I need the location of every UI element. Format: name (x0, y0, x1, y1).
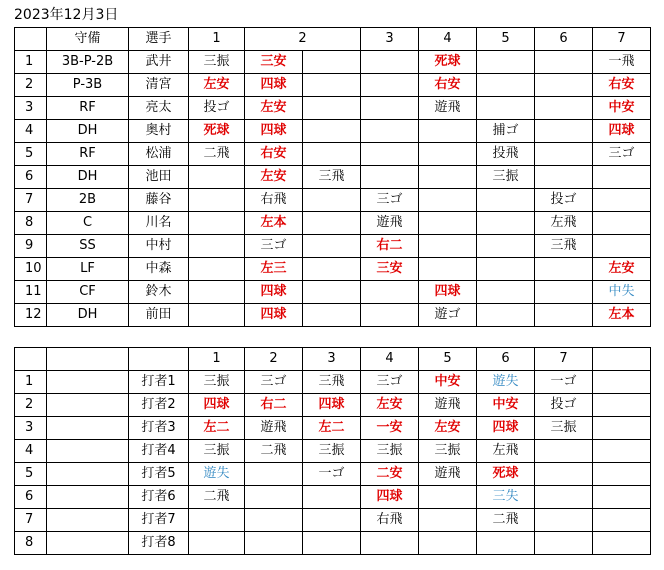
player-name-cell: 前田 (129, 304, 189, 327)
row-number: 11 (15, 281, 47, 304)
at-bat-result-cell (593, 509, 651, 532)
player-name-cell: 松浦 (129, 143, 189, 166)
position-cell: RF (47, 97, 129, 120)
at-bat-result-cell: 三ゴ (361, 371, 419, 394)
at-bat-result-cell: 二飛 (245, 440, 303, 463)
header-cell (129, 348, 189, 371)
position-cell (47, 417, 129, 440)
position-cell: DH (47, 120, 129, 143)
at-bat-result-cell: 左三 (245, 258, 303, 281)
table-row (15, 281, 651, 304)
at-bat-result-cell: 四球 (245, 120, 303, 143)
at-bat-result-cell (303, 120, 361, 143)
at-bat-result-cell (303, 235, 361, 258)
at-bat-result-cell (189, 509, 245, 532)
at-bat-result-cell: 三飛 (303, 371, 361, 394)
at-bat-result-cell: 三ゴ (593, 143, 651, 166)
at-bat-result-cell: 死球 (477, 463, 535, 486)
at-bat-result-cell: 三飛 (303, 166, 361, 189)
player-name-cell: 鈴木 (129, 281, 189, 304)
at-bat-result-cell: 四球 (361, 486, 419, 509)
table-row (15, 304, 651, 327)
position-cell: 2B (47, 189, 129, 212)
at-bat-result-cell (477, 51, 535, 74)
at-bat-result-cell: 三振 (419, 440, 477, 463)
at-bat-result-cell (189, 212, 245, 235)
position-cell: LF (47, 258, 129, 281)
at-bat-result-cell (535, 532, 593, 555)
row-number: 12 (15, 304, 47, 327)
row-number: 4 (15, 120, 47, 143)
at-bat-result-cell (245, 509, 303, 532)
at-bat-result-cell: 一飛 (593, 51, 651, 74)
header-inning-5: 5 (419, 348, 477, 371)
position-cell (47, 509, 129, 532)
at-bat-result-cell (477, 258, 535, 281)
table-header-row (15, 348, 651, 371)
at-bat-result-cell: 右安 (245, 143, 303, 166)
at-bat-result-cell: 遊飛 (419, 463, 477, 486)
at-bat-result-cell: 右飛 (361, 509, 419, 532)
header-inning-1: 1 (189, 348, 245, 371)
table-row (15, 235, 651, 258)
at-bat-result-cell (593, 189, 651, 212)
at-bat-result-cell (419, 189, 477, 212)
table-row (15, 394, 651, 417)
at-bat-result-cell: 四球 (593, 120, 651, 143)
at-bat-result-cell: 右安 (419, 74, 477, 97)
table-row (15, 189, 651, 212)
table-row (15, 532, 651, 555)
table-row (15, 120, 651, 143)
at-bat-result-cell (535, 166, 593, 189)
player-name-cell: 中村 (129, 235, 189, 258)
at-bat-result-cell: 二飛 (189, 143, 245, 166)
at-bat-result-cell (593, 212, 651, 235)
at-bat-result-cell (419, 166, 477, 189)
at-bat-result-cell (303, 212, 361, 235)
at-bat-result-cell: 三振 (189, 371, 245, 394)
at-bat-result-cell: 死球 (189, 120, 245, 143)
at-bat-result-cell: 投ゴ (189, 97, 245, 120)
row-number: 9 (15, 235, 47, 258)
at-bat-result-cell (419, 143, 477, 166)
at-bat-result-cell: 投ゴ (535, 394, 593, 417)
position-cell: SS (47, 235, 129, 258)
at-bat-result-cell (535, 143, 593, 166)
at-bat-result-cell: 三ゴ (361, 189, 419, 212)
player-name-cell: 打者2 (129, 394, 189, 417)
at-bat-result-cell (419, 258, 477, 281)
at-bat-result-cell: 三安 (245, 51, 303, 74)
at-bat-result-cell: 左飛 (535, 212, 593, 235)
row-number: 8 (15, 212, 47, 235)
at-bat-result-cell (593, 486, 651, 509)
at-bat-result-cell: 四球 (245, 74, 303, 97)
at-bat-result-cell (361, 120, 419, 143)
at-bat-result-cell (593, 463, 651, 486)
table-row (15, 417, 651, 440)
page-date: 2023年12月3日 (14, 7, 119, 23)
header-inning-2: 2 (245, 28, 361, 51)
position-cell (47, 532, 129, 555)
at-bat-result-cell: 遊飛 (361, 212, 419, 235)
at-bat-result-cell: 三振 (189, 440, 245, 463)
row-number: 10 (15, 258, 47, 281)
at-bat-result-cell: 左安 (593, 258, 651, 281)
table-row (15, 212, 651, 235)
row-number: 1 (15, 51, 47, 74)
row-number: 2 (15, 74, 47, 97)
at-bat-result-cell: 一安 (361, 417, 419, 440)
at-bat-result-cell: 四球 (245, 304, 303, 327)
at-bat-result-cell (361, 51, 419, 74)
row-number: 8 (15, 532, 47, 555)
at-bat-result-cell (419, 486, 477, 509)
header-inning-3: 3 (303, 348, 361, 371)
table-row (15, 97, 651, 120)
at-bat-result-cell (303, 509, 361, 532)
player-name-cell: 清宮 (129, 74, 189, 97)
at-bat-result-cell (593, 394, 651, 417)
header-inning-3: 3 (361, 28, 419, 51)
at-bat-result-cell: 死球 (419, 51, 477, 74)
position-cell (47, 486, 129, 509)
at-bat-result-cell (535, 97, 593, 120)
header-inning-2: 2 (245, 348, 303, 371)
at-bat-result-cell (593, 166, 651, 189)
at-bat-result-cell (477, 97, 535, 120)
at-bat-result-cell (189, 281, 245, 304)
at-bat-result-cell: 三失 (477, 486, 535, 509)
at-bat-result-cell (535, 120, 593, 143)
player-name-cell: 亮太 (129, 97, 189, 120)
at-bat-result-cell: 右安 (593, 74, 651, 97)
at-bat-result-cell: 三振 (361, 440, 419, 463)
table-row (15, 509, 651, 532)
at-bat-result-cell (593, 532, 651, 555)
table-row (15, 371, 651, 394)
at-bat-result-cell (303, 51, 361, 74)
at-bat-result-cell: 四球 (245, 281, 303, 304)
at-bat-result-cell (535, 51, 593, 74)
player-name-cell: 打者5 (129, 463, 189, 486)
at-bat-result-cell (361, 281, 419, 304)
position-cell (47, 463, 129, 486)
at-bat-result-cell (535, 486, 593, 509)
at-bat-result-cell: 左安 (419, 417, 477, 440)
at-bat-result-cell (303, 74, 361, 97)
at-bat-result-cell: 投飛 (477, 143, 535, 166)
at-bat-result-cell: 左飛 (477, 440, 535, 463)
position-cell: CF (47, 281, 129, 304)
at-bat-result-cell (535, 440, 593, 463)
at-bat-result-cell: 右二 (361, 235, 419, 258)
at-bat-result-cell: 三ゴ (245, 371, 303, 394)
at-bat-result-cell: 二安 (361, 463, 419, 486)
at-bat-result-cell (189, 166, 245, 189)
position-cell (47, 440, 129, 463)
table-row (15, 74, 651, 97)
at-bat-result-cell: 遊失 (477, 371, 535, 394)
at-bat-result-cell: 遊飛 (419, 97, 477, 120)
at-bat-result-cell (477, 304, 535, 327)
at-bat-result-cell (535, 304, 593, 327)
header-position: 守備 (47, 28, 129, 51)
at-bat-result-cell (535, 281, 593, 304)
at-bat-result-cell: 二飛 (189, 486, 245, 509)
at-bat-result-cell (189, 532, 245, 555)
at-bat-result-cell (535, 74, 593, 97)
at-bat-result-cell (361, 143, 419, 166)
row-number: 6 (15, 166, 47, 189)
at-bat-result-cell: 左本 (593, 304, 651, 327)
at-bat-result-cell (477, 532, 535, 555)
row-number: 7 (15, 509, 47, 532)
row-number: 6 (15, 486, 47, 509)
at-bat-result-cell: 中安 (419, 371, 477, 394)
table-header-row (15, 28, 651, 51)
row-number: 3 (15, 417, 47, 440)
at-bat-result-cell (189, 235, 245, 258)
at-bat-result-cell (189, 258, 245, 281)
at-bat-result-cell: 左安 (189, 74, 245, 97)
at-bat-result-cell: 四球 (189, 394, 245, 417)
row-number: 4 (15, 440, 47, 463)
player-name-cell: 中森 (129, 258, 189, 281)
at-bat-result-cell (303, 189, 361, 212)
at-bat-result-cell: 遊飛 (245, 417, 303, 440)
player-name-cell: 打者3 (129, 417, 189, 440)
at-bat-result-cell (245, 463, 303, 486)
at-bat-result-cell (303, 143, 361, 166)
at-bat-result-cell (419, 532, 477, 555)
at-bat-result-cell: 左二 (303, 417, 361, 440)
position-cell (47, 394, 129, 417)
at-bat-result-cell: 遊ゴ (419, 304, 477, 327)
at-bat-result-cell (245, 486, 303, 509)
header-inning-6: 6 (535, 28, 593, 51)
at-bat-result-cell: 左安 (245, 97, 303, 120)
at-bat-result-cell: 投ゴ (535, 189, 593, 212)
row-number: 5 (15, 143, 47, 166)
at-bat-result-cell (303, 258, 361, 281)
at-bat-result-cell (303, 486, 361, 509)
table-row (15, 463, 651, 486)
at-bat-result-cell: 中安 (593, 97, 651, 120)
at-bat-result-cell: 四球 (303, 394, 361, 417)
at-bat-result-cell: 遊失 (189, 463, 245, 486)
at-bat-result-cell (593, 235, 651, 258)
header-inning-6: 6 (477, 348, 535, 371)
table-row (15, 51, 651, 74)
table-row (15, 440, 651, 463)
at-bat-result-cell (477, 281, 535, 304)
at-bat-result-cell (419, 235, 477, 258)
at-bat-result-cell (419, 120, 477, 143)
at-bat-result-cell (361, 532, 419, 555)
at-bat-result-cell: 右二 (245, 394, 303, 417)
at-bat-result-cell: 四球 (419, 281, 477, 304)
position-cell: DH (47, 166, 129, 189)
at-bat-result-cell: 三振 (535, 417, 593, 440)
at-bat-result-cell: 右飛 (245, 189, 303, 212)
at-bat-result-cell (189, 304, 245, 327)
at-bat-result-cell: 三飛 (535, 235, 593, 258)
player-name-cell: 藤谷 (129, 189, 189, 212)
at-bat-result-cell (303, 532, 361, 555)
at-bat-result-cell (535, 258, 593, 281)
at-bat-result-cell (361, 74, 419, 97)
at-bat-result-cell (593, 417, 651, 440)
at-bat-result-cell: 三安 (361, 258, 419, 281)
header-player: 選手 (129, 28, 189, 51)
header-inning-7: 7 (535, 348, 593, 371)
header-cell (47, 348, 129, 371)
position-cell: 3B-P-2B (47, 51, 129, 74)
at-bat-result-cell (361, 166, 419, 189)
at-bat-result-cell (303, 281, 361, 304)
player-name-cell: 武井 (129, 51, 189, 74)
row-number: 7 (15, 189, 47, 212)
at-bat-result-cell: 三振 (477, 166, 535, 189)
player-name-cell: 池田 (129, 166, 189, 189)
position-cell: RF (47, 143, 129, 166)
position-cell: P-3B (47, 74, 129, 97)
at-bat-result-cell: 三振 (189, 51, 245, 74)
header-inning-1: 1 (189, 28, 245, 51)
position-cell: DH (47, 304, 129, 327)
table-row (15, 486, 651, 509)
position-cell (47, 371, 129, 394)
player-name-cell: 川名 (129, 212, 189, 235)
at-bat-result-cell: 左本 (245, 212, 303, 235)
table-row (15, 258, 651, 281)
at-bat-result-cell (535, 509, 593, 532)
at-bat-result-cell: 三ゴ (245, 235, 303, 258)
table-row (15, 143, 651, 166)
at-bat-result-cell: 四球 (477, 417, 535, 440)
at-bat-result-cell (477, 74, 535, 97)
at-bat-result-cell (303, 97, 361, 120)
at-bat-result-cell: 左安 (361, 394, 419, 417)
at-bat-result-cell: 中失 (593, 281, 651, 304)
at-bat-result-cell: 遊飛 (419, 394, 477, 417)
at-bat-result-cell: 一ゴ (303, 463, 361, 486)
player-name-cell: 打者7 (129, 509, 189, 532)
header-inning-7: 7 (593, 28, 651, 51)
at-bat-result-cell (361, 97, 419, 120)
header-cell (593, 348, 651, 371)
at-bat-result-cell: 中安 (477, 394, 535, 417)
at-bat-result-cell (419, 212, 477, 235)
position-cell: C (47, 212, 129, 235)
at-bat-result-cell (477, 189, 535, 212)
row-number: 5 (15, 463, 47, 486)
at-bat-result-cell: 左安 (245, 166, 303, 189)
header-inning-5: 5 (477, 28, 535, 51)
at-bat-result-cell: 三振 (303, 440, 361, 463)
header-cell (15, 348, 47, 371)
at-bat-result-cell (477, 212, 535, 235)
at-bat-result-cell: 左二 (189, 417, 245, 440)
at-bat-result-cell (303, 304, 361, 327)
row-number: 1 (15, 371, 47, 394)
at-bat-result-cell: 捕ゴ (477, 120, 535, 143)
header-inning-4: 4 (361, 348, 419, 371)
header-cell (15, 28, 47, 51)
row-number: 2 (15, 394, 47, 417)
at-bat-result-cell (245, 532, 303, 555)
player-name-cell: 打者4 (129, 440, 189, 463)
player-name-cell: 打者6 (129, 486, 189, 509)
at-bat-result-cell (189, 189, 245, 212)
at-bat-result-cell: 二飛 (477, 509, 535, 532)
player-name-cell: 打者8 (129, 532, 189, 555)
at-bat-result-cell (593, 371, 651, 394)
at-bat-result-cell (535, 463, 593, 486)
at-bat-result-cell (593, 440, 651, 463)
at-bat-result-cell (361, 304, 419, 327)
at-bat-result-cell: 一ゴ (535, 371, 593, 394)
table-row (15, 166, 651, 189)
at-bat-result-cell (477, 235, 535, 258)
player-name-cell: 奥村 (129, 120, 189, 143)
lineup-scoresheet-table (14, 27, 651, 327)
player-name-cell: 打者1 (129, 371, 189, 394)
header-inning-4: 4 (419, 28, 477, 51)
batter-scoresheet-table (14, 347, 651, 555)
at-bat-result-cell (419, 509, 477, 532)
row-number: 3 (15, 97, 47, 120)
